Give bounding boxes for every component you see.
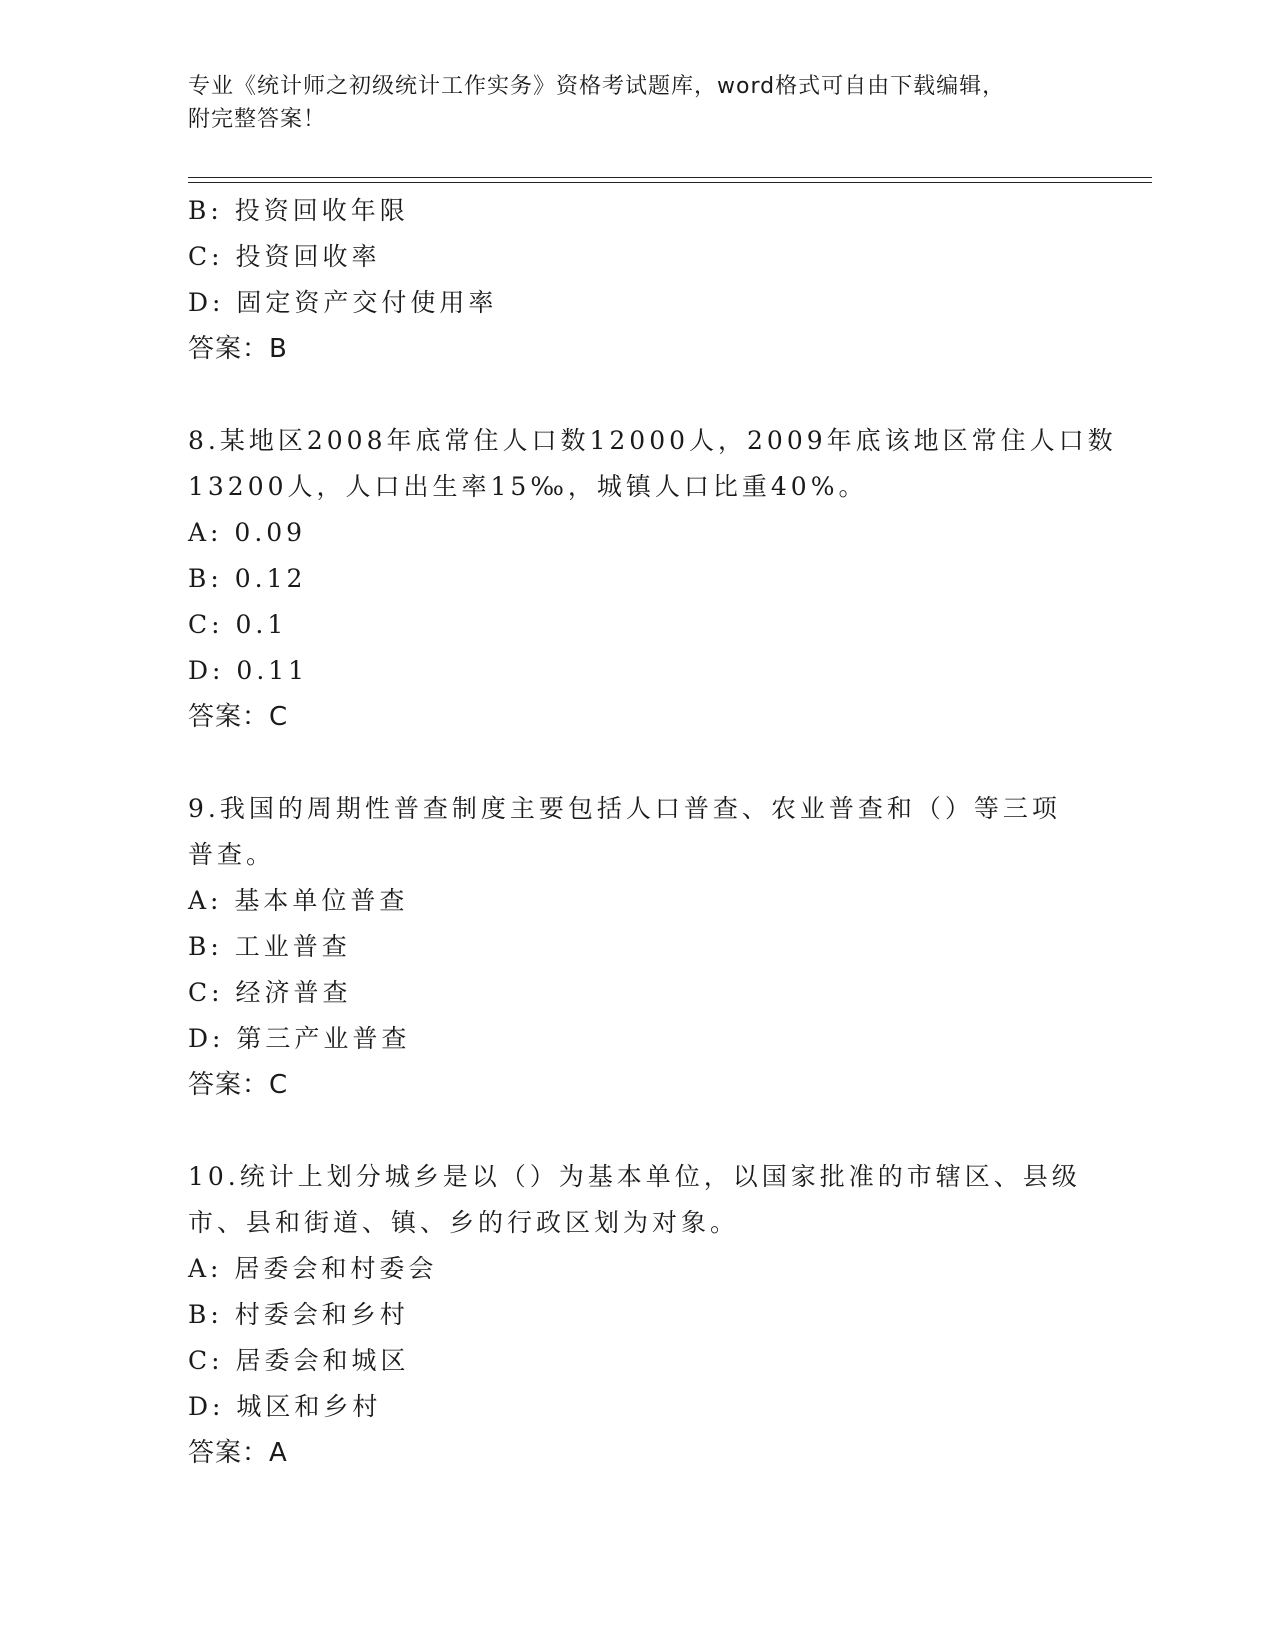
option-d: D: 固定资产交付使用率 [188,288,498,317]
header-line-1: 专业《统计师之初级统计工作实务》资格考试题库，word格式可自由下载编辑， [188,74,1006,99]
answer-line: 答案：A [188,1438,288,1468]
option-b: B: 0.12 [188,564,307,593]
option-a: A: 居委会和村委会 [188,1254,438,1283]
question-text-line: 市、县和街道、镇、乡的行政区划为对象。 [188,1208,740,1237]
previous-question-block [188,188,1088,372]
document-body [188,188,1117,1476]
option-b: B: 工业普查 [188,932,351,961]
option-c: C: 居委会和城区 [188,1346,410,1375]
question-text-line: 9.我国的周期性普查制度主要包括人口普查、农业普查和（）等三项 [188,794,1061,823]
question-text-line: 8.某地区2008年底常住人口数12000人，2009年底该地区常住人口数 [188,426,1117,455]
option-b: B: 投资回收年限 [188,196,409,225]
spacer [188,372,1088,418]
spacer [188,1108,1088,1154]
option-c: C: 0.1 [188,610,288,639]
question-text-line: 10.统计上划分城乡是以（）为基本单位，以国家批准的市辖区、县级 [188,1162,1081,1191]
option-d: D: 第三产业普查 [188,1024,411,1053]
header-divider-bottom [188,182,1152,183]
question-text-line: 13200人，人口出生率15‰，城镇人口比重40%。 [188,472,868,501]
header-divider-top [188,177,1152,178]
question-9 [188,786,1088,1108]
option-c: C: 经济普查 [188,978,352,1007]
option-d: D: 城区和乡村 [188,1392,382,1421]
question-8 [188,418,1117,740]
document-header [188,70,1088,136]
spacer [188,740,1088,786]
option-b: B: 村委会和乡村 [188,1300,409,1329]
answer-line: 答案：C [188,702,289,732]
answer-line: 答案：B [188,334,288,364]
option-a: A: 0.09 [188,518,307,547]
option-d: D: 0.11 [188,656,309,685]
question-10 [188,1154,1088,1476]
question-text-line: 普查。 [188,840,276,869]
option-a: A: 基本单位普查 [188,886,409,915]
option-c: C: 投资回收率 [188,242,381,271]
answer-line: 答案：C [188,1070,289,1100]
header-line-2: 附完整答案！ [188,107,327,132]
